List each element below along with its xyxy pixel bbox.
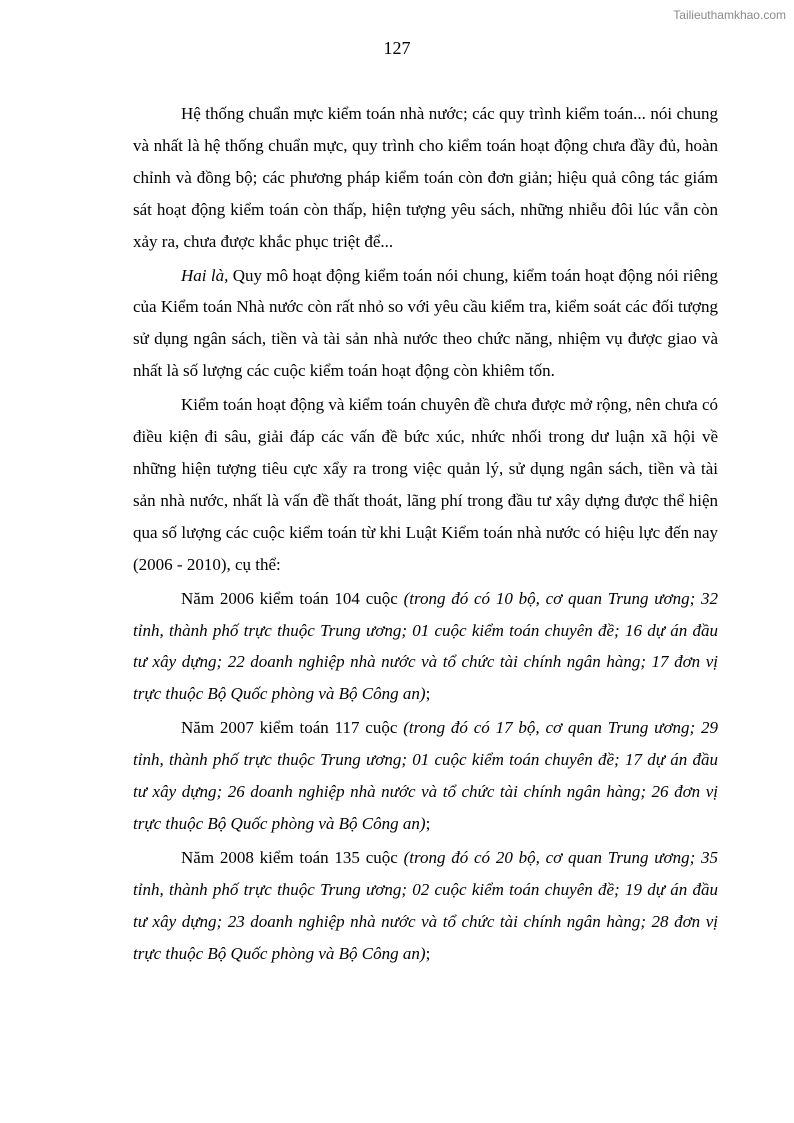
paragraph-year-2006 [133, 583, 718, 711]
paragraph-expansion: Kiểm toán hoạt động và kiểm toán chuyên đề chưa được mở rộng, nên chưa có điều kiện đi sâu, giải đáp các vấn đề bức xúc, nhức nhối trong dư luận xã hội về những hiện tượng tiêu cực xẩy ra trong việc quản lý, sử dụng ngân sách, tiền và tài sản nhà nước, nhất là vấn đề thất thoát, lãng phí trong đầu tư xây dựng được thể hiện qua số lượng các cuộc kiểm toán từ khi Luật Kiểm toán nhà nước có hiệu lực đến nay (2006 - 2010), cụ thể: [133, 395, 718, 574]
paragraph-scale [133, 260, 718, 388]
year-2007-end: ; [425, 813, 431, 833]
year-2006-end: ; [425, 684, 431, 704]
year-2008-detail: (trong đó có 20 bộ, cơ quan Trung ương; 35 tỉnh, thành phố trực thuộc Trung ương; 02 cuộc kiểm toán chuyên đề; 19 dự án đầu tư xây dựng; 23 doanh nghiệp nhà nước và tổ chức tài chính ngân hàng; 28 đơn vị trực thuộc Bộ Quốc phòng và Bộ Công an) [133, 847, 719, 963]
year-2007-detail: (trong đó có 17 bộ, cơ quan Trung ương; 29 tỉnh, thành phố trực thuộc Trung ương; 01 cuộc kiểm toán chuyên đề; 17 dự án đầu tư xây dựng; 26 doanh nghiệp nhà nước và tổ chức tài chính ngân hàng; 26 đơn vị trực thuộc Bộ Quốc phòng và Bộ Công an) [133, 718, 719, 833]
paragraph-lead: Hai là, [181, 265, 229, 285]
year-2008-lead: Năm 2008 kiểm toán 135 cuộc [181, 847, 404, 867]
watermark: Tailieuthamkhao.com [673, 8, 786, 22]
paragraph-text: Quy mô hoạt động kiểm toán nói chung, kiểm toán hoạt động nói riêng của Kiểm toán Nhà nước còn rất nhỏ so với yêu cầu kiểm tra, kiểm soát các đối tượng sử dụng ngân sách, tiền và tài sản nhà nước theo chức năng, nhiệm vụ được giao và nhất là số lượng các cuộc kiểm toán hoạt động còn khiêm tốn. [133, 265, 718, 381]
year-2006-detail: (trong đó có 10 bộ, cơ quan Trung ương; 32 tỉnh, thành phố trực thuộc Trung ương; 01 cuộc kiểm toán chuyên đề; 16 dự án đầu tư xây dựng; 22 doanh nghiệp nhà nước và tổ chức tài chính ngân hàng; 17 đơn vị trực thuộc Bộ Quốc phòng và Bộ Công an) [133, 588, 719, 704]
year-2007-lead: Năm 2007 kiểm toán 117 cuộc [181, 718, 404, 738]
paragraph-year-2007 [133, 712, 718, 840]
year-2006-lead: Năm 2006 kiểm toán 104 cuộc [181, 588, 404, 608]
year-2008-end: ; [425, 943, 431, 963]
paragraph-standards: Hệ thống chuẩn mực kiểm toán nhà nước; các quy trình kiểm toán... nói chung và nhất là hệ thống chuẩn mực, quy trình cho kiểm toán hoạt động chưa đầy đủ, hoàn chỉnh và đồng bộ; các phương pháp kiểm toán còn đơn giản; hiệu quả công tác giám sát hoạt động kiểm toán còn thấp, hiện tượng yêu sách, những nhiễu đôi lúc vẫn còn xảy ra, chưa được khắc phục triệt để... [133, 104, 718, 251]
page-number: 127 [383, 38, 411, 58]
paragraph-year-2008 [133, 842, 718, 970]
document-body [133, 98, 718, 969]
